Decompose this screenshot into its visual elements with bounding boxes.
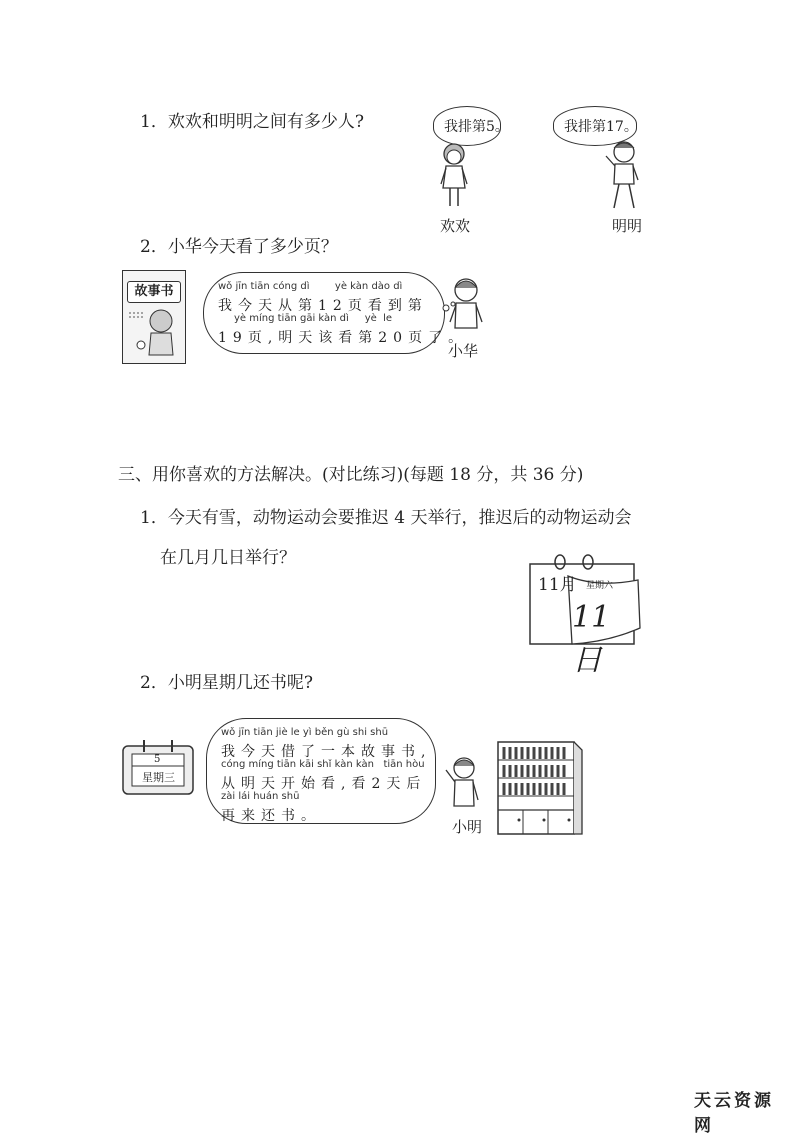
desk-calendar-illustration [122, 738, 194, 796]
name-xiaohua: 小华 [448, 342, 479, 360]
calendar-weekday: 星期六 [586, 581, 614, 591]
pinyin-line-3: zài lái huán shū [221, 791, 300, 802]
name-xiaoming: 小明 [452, 818, 483, 836]
book-cover-picture [129, 307, 179, 357]
boy-xiaohua-illustration [446, 276, 486, 340]
pinyin-line-2: cóng míng tiān kāi shǐ kàn kàn tiān hòu [221, 759, 425, 770]
bubble-text-line-3: 再来还书。 [221, 808, 321, 824]
pinyin-line-1: wǒ jīn tiān jiè le yì běn gù shi shū [221, 727, 389, 738]
question-2-1: 1．欢欢和明明之间有多少人? [140, 112, 364, 132]
bubble-text: 我排第5。 [444, 119, 509, 135]
bubble-text-line-2: 从明天开始看,看2天后 [221, 776, 427, 792]
desk-calendar-weekday: 星期三 [142, 771, 175, 784]
calendar-month: 11月 [538, 575, 577, 595]
desk-calendar-frame [122, 738, 194, 796]
pinyin-line-2: yè míng tiān gāi kàn dì yè le [234, 313, 393, 324]
question-2-2: 2．小华今天看了多少页？ [140, 237, 338, 257]
boy-mingming-illustration [604, 138, 644, 214]
boy-xiaoming-illustration [442, 756, 482, 816]
girl-huanhuan-illustration [438, 140, 474, 212]
thought-bubble-xiaohua [203, 272, 469, 354]
question-3-2: 2．小明星期几还书呢? [140, 673, 313, 693]
bubble-text-line-1: 我今天从第12页看到第 [218, 298, 428, 314]
calendar-day: 11日 [572, 600, 611, 678]
question-3-1-line-2: 在几月几日举行？ [160, 548, 296, 568]
thought-bubble-xiaoming [206, 718, 436, 824]
storybook-illustration [122, 270, 186, 364]
desk-calendar-day: 5 [154, 754, 161, 765]
bubble-text-line-2: 19页,明天该看第20页了。 [218, 330, 469, 346]
name-mingming: 明明 [612, 217, 643, 235]
bubble-text: 我排第17。 [564, 119, 638, 135]
watermark-text: 天云资源网 [694, 1091, 774, 1136]
name-huanhuan: 欢欢 [440, 217, 471, 235]
question-3-1-line-1: 1．今天有雪，动物运动会要推迟 4 天举行，推迟后的动物运动会 [140, 508, 632, 528]
section-3-heading: 三、用你喜欢的方法解决。(对比练习)(每题 18 分，共 36 分) [118, 465, 584, 485]
book-title: 故事书 [127, 281, 181, 303]
tear-off-calendar [528, 558, 640, 678]
bubble-text-line-1: 我今天借了一本故事书, [221, 744, 432, 760]
pinyin-line-1: wǒ jīn tiān cóng dì yè kàn dào dì [218, 281, 403, 292]
bookshelf-illustration [496, 740, 586, 836]
